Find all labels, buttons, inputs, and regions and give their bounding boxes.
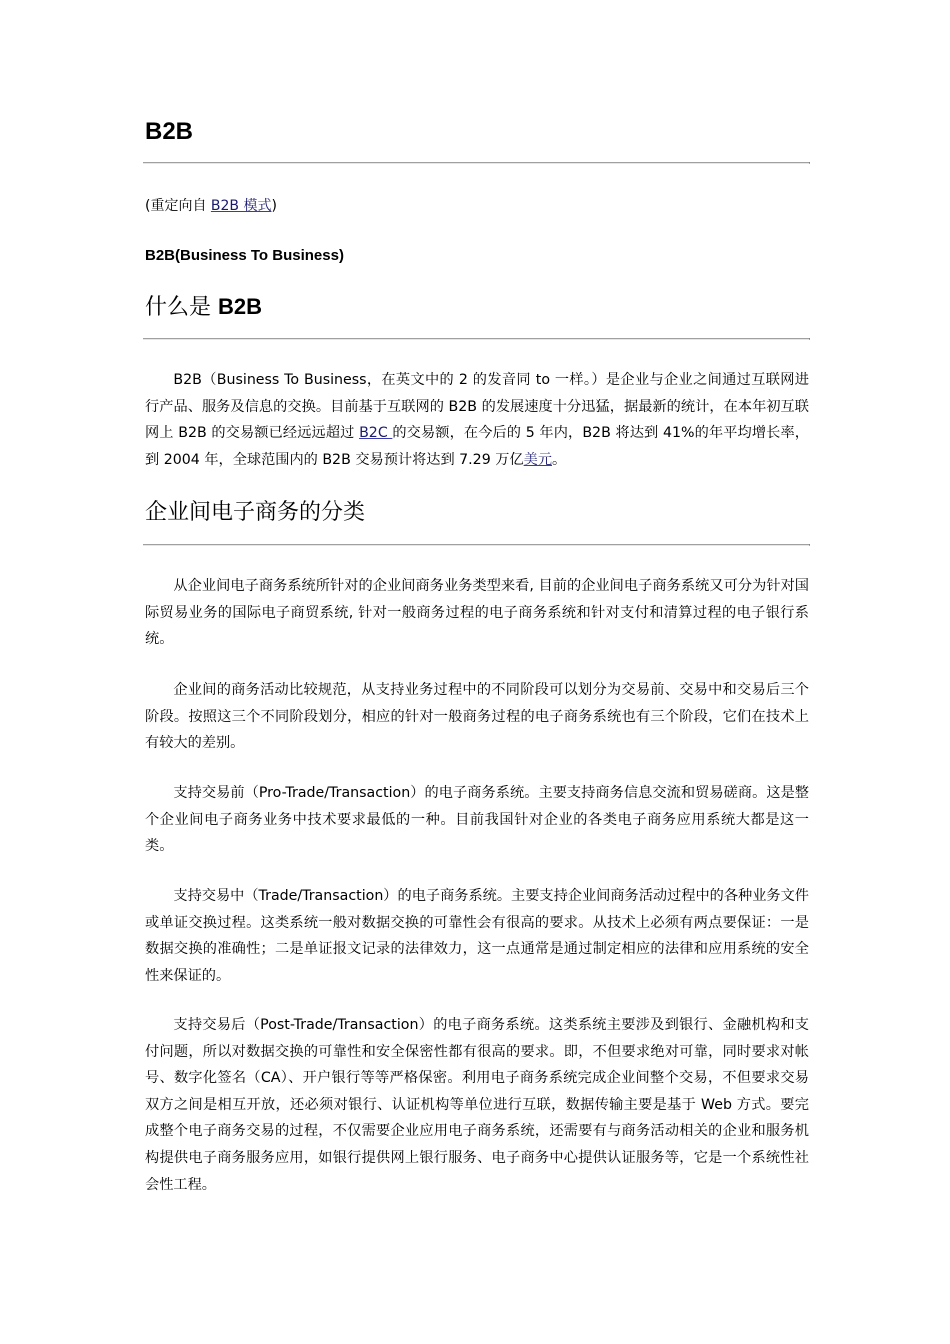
paragraph-trade: 支持交易中（Trade/Transaction）的电子商务系统。主要支持企业间商务活动过程中的各种业务文件或单证交换过程。这类系统一般对数据交换的可靠性会有很高的要求。从技术上必须有两点要保证：一是数据交换的准确性；二是单证报文记录的法律效力，这一点通常是通过制定相应的法律和应用系统的安全性来保证的。 [145, 888, 809, 984]
section-divider-2 [143, 544, 810, 546]
paragraph-b2b-definition [145, 367, 809, 473]
b2c-link[interactable]: B2C [359, 425, 393, 442]
paragraph-text-part3: 。 [552, 451, 567, 468]
redirect-link[interactable]: B2B 模式 [210, 198, 272, 214]
section-divider-1 [143, 338, 810, 340]
paragraph-post-trade: 支持交易后（Post-Trade/Transaction）的电子商务系统。这类系统主要涉及到银行、金融机构和支付问题，所以对数据交换的可靠性和安全保密性都有很高的要求。即，不但要求绝对可靠，同时要求对帐号、数字化签名（CA）、开户银行等等严格保密。利用电子商务系统完成企业间整个交易，不但要求交易双方之间是相互开放，还必须对银行、认证机构等单位进行互联，数据传输主要是基于 Web 方式。要完成整个电子商务交易的过程，不仅需要企业应用电子商务系统，还需要有与商务活动相关的企业和服务机构提供电子商务服务应用，如银行提供网上银行服务、电子商务中心提供认证服务等，它是一个系统性社会性工程。 [145, 1017, 809, 1193]
section-heading-latin: B2B [218, 294, 263, 319]
paragraph-text-part2: 的交易额，在今后的 5 年内，B2B 将达到 41%的年平均增长率，到 2004 年，全球范围内的 B2B 交易预计将达到 7.29 万亿 [145, 425, 809, 468]
paragraph-text-part1: B2B（Business To Business，在英文中的 2 的发音同 to 一样。）是企业与企业之间通过互联网进行产品、服务及信息的交换。目前基于互联网的 B2B 的发展速度十分迅猛，据最新的统计，在本年初互联网上 B2B 的交易额已经远远超过 [145, 372, 809, 442]
section-heading-classification: 企业间电子商务的分类 [145, 500, 366, 525]
page-subtitle: B2B(Business To Business) [145, 247, 344, 264]
section-heading-what-is-b2b [145, 293, 262, 322]
section-heading-cn: 什么是 [145, 295, 218, 320]
redirect-suffix: ) [271, 198, 277, 214]
usd-link[interactable]: 美元 [523, 451, 553, 468]
redirect-note [145, 196, 277, 216]
redirect-prefix: (重定向自 [145, 198, 211, 214]
paragraph-three-stages: 企业间的商务活动比较规范，从支持业务过程中的不同阶段可以划分为交易前、交易中和交易后三个阶段。按照这三个不同阶段划分，相应的针对一般商务过程的电子商务系统也有三个阶段，它们在技术上有较大的差别。 [145, 682, 809, 752]
title-divider [143, 162, 810, 164]
page-title: B2B [145, 118, 194, 145]
paragraph-classification-overview: 从企业间电子商务系统所针对的企业间商务业务类型来看, 目前的企业间电子商务系统又可分为针对国际贸易业务的国际电子商贸系统, 针对一般商务过程的电子商务系统和针对支付和清算过程的电子银行系统。 [145, 578, 809, 648]
paragraph-pre-trade: 支持交易前（Pro-Trade/Transaction）的电子商务系统。主要支持商务信息交流和贸易磋商。这是整个企业间电子商务业务中技术要求最低的一种。目前我国针对企业的各类电子商务应用系统大都是这一类。 [145, 785, 809, 855]
